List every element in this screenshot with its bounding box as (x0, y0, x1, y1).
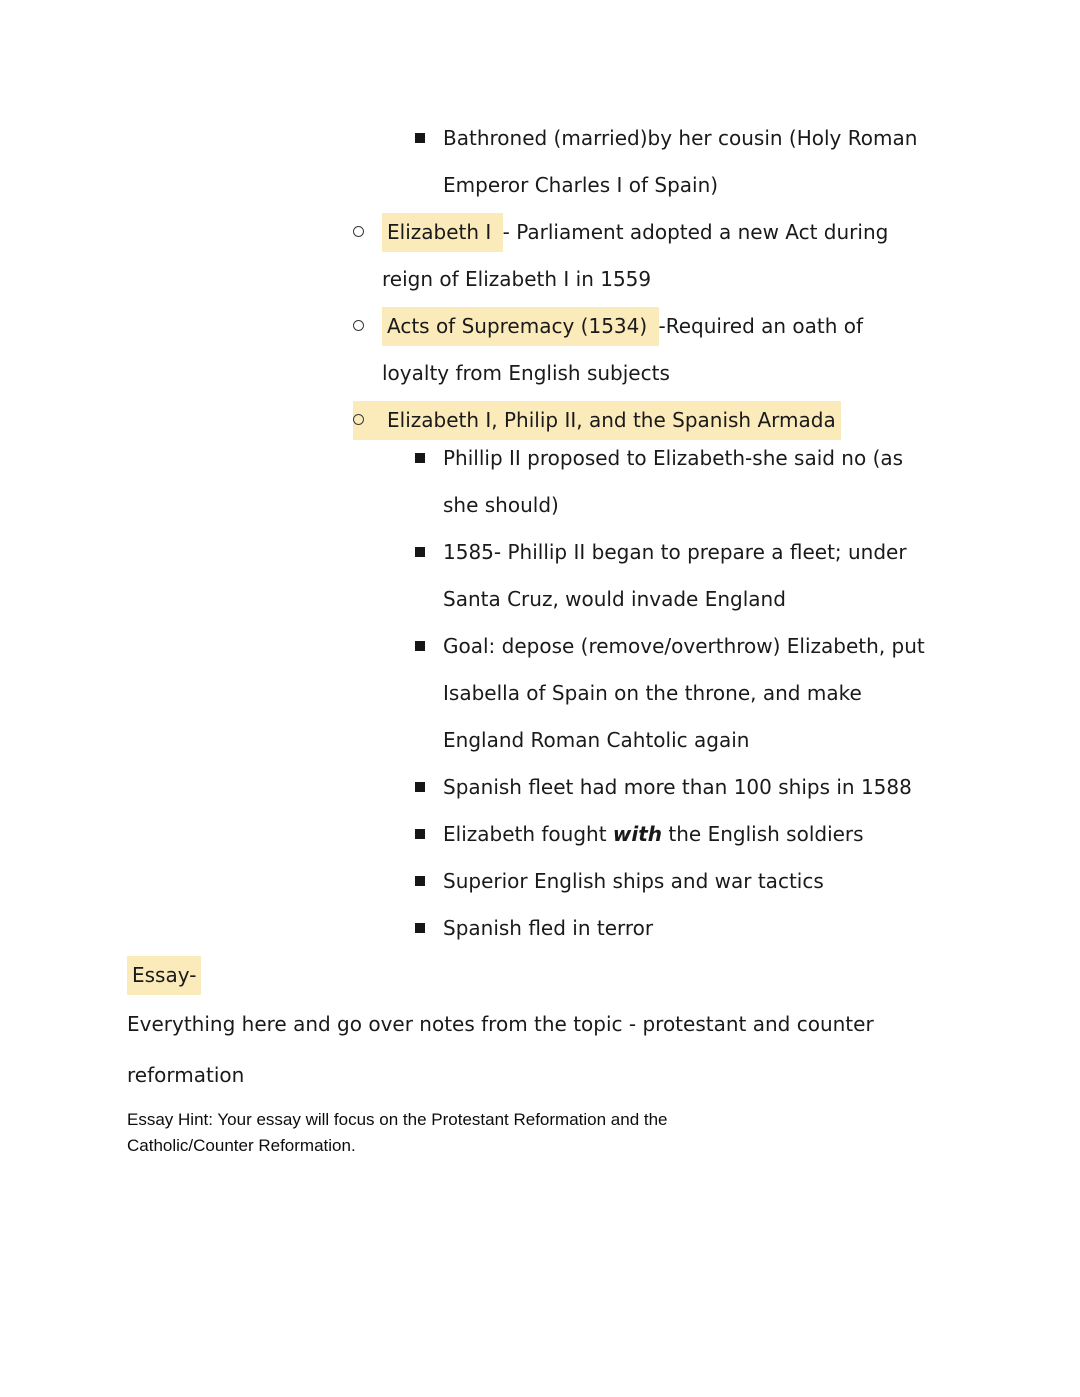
text-segment: Goal: depose (remove/overthrow) Elizabeth, put (443, 634, 925, 658)
square-bullet-icon (415, 634, 443, 658)
bullet-item (127, 529, 970, 623)
text-segment: -Required an oath of (658, 314, 864, 338)
circle-bullet-icon (353, 401, 382, 440)
text-segment: reformation (127, 1063, 245, 1087)
text-segment: 1585- Phillip II began to prepare a fleet; under (443, 540, 907, 564)
highlighted-text: Essay- (127, 956, 201, 995)
text-line (127, 162, 970, 209)
text-line (127, 435, 970, 482)
square-bullet-glyph (415, 782, 425, 792)
text-line (127, 811, 970, 858)
text-segment: she should) (443, 493, 559, 517)
text-segment: Essay Hint: Your essay will focus on the Protestant Reformation and the (127, 1110, 668, 1129)
highlighted-text: Elizabeth I (382, 213, 503, 252)
document-body (127, 115, 970, 1159)
bullet-item (127, 811, 970, 858)
highlighted-text: Elizabeth I, Philip II, and the Spanish Armada (382, 401, 841, 440)
text-segment: Catholic/Counter Reformation. (127, 1136, 356, 1155)
text-line (127, 858, 970, 905)
text-segment: Elizabeth fought (443, 822, 613, 846)
square-bullet-glyph (415, 641, 425, 651)
bullet-item (127, 858, 970, 905)
text-line (127, 670, 970, 717)
bullet-item (127, 303, 970, 397)
text-segment: loyalty from English subjects (382, 361, 670, 385)
text-line (127, 529, 970, 576)
circle-bullet-icon (353, 314, 382, 338)
text-segment: Phillip II proposed to Elizabeth-she said no (as (443, 446, 904, 470)
bullet-item (127, 115, 970, 209)
text-line (127, 623, 970, 670)
square-bullet-icon (415, 126, 443, 150)
text-line (127, 717, 970, 764)
square-bullet-glyph (415, 133, 425, 143)
bullet-item (127, 435, 970, 529)
square-bullet-glyph (415, 453, 425, 463)
square-bullet-glyph (415, 876, 425, 886)
bullet-item (127, 905, 970, 952)
text-segment: England Roman Cahtolic again (443, 728, 750, 752)
square-bullet-icon (415, 869, 443, 893)
text-line (127, 999, 970, 1050)
square-bullet-icon (415, 916, 443, 940)
square-bullet-glyph (415, 829, 425, 839)
text-segment: with (612, 822, 663, 846)
text-line (127, 1050, 970, 1101)
text-segment: Bathroned (married)by her cousin (Holy Roman (443, 126, 918, 150)
text-line (127, 115, 970, 162)
text-line (127, 350, 970, 397)
bullet-item (127, 764, 970, 811)
text-line (127, 256, 970, 303)
text-segment: Spanish fleet had more than 100 ships in 1588 (443, 775, 912, 799)
text-line (127, 905, 970, 952)
text-segment: Isabella of Spain on the throne, and make (443, 681, 862, 705)
square-bullet-icon (415, 775, 443, 799)
square-bullet-icon (415, 446, 443, 470)
circle-bullet-glyph (353, 414, 364, 425)
text-segment: - Parliament adopted a new Act during (502, 220, 889, 244)
text-segment: Santa Cruz, would invade England (443, 587, 786, 611)
circle-bullet-glyph (353, 226, 364, 237)
square-bullet-glyph (415, 547, 425, 557)
text-segment: Emperor Charles I of Spain) (443, 173, 719, 197)
text-segment: Superior English ships and war tactics (443, 869, 824, 893)
text-segment: Everything here and go over notes from the topic - protestant and counter (127, 1012, 874, 1036)
text-line (127, 764, 970, 811)
highlighted-text: Acts of Supremacy (1534) (382, 307, 659, 346)
text-line (127, 1107, 970, 1133)
text-line (127, 576, 970, 623)
square-bullet-icon (415, 822, 443, 846)
text-line (127, 209, 970, 256)
text-segment: reign of Elizabeth I in 1559 (382, 267, 652, 291)
paragraph (127, 952, 970, 999)
bullet-item (127, 623, 970, 764)
text-line (127, 482, 970, 529)
circle-bullet-icon (353, 220, 382, 244)
bullet-item (127, 209, 970, 303)
square-bullet-icon (415, 540, 443, 564)
text-segment: Spanish fled in terror (443, 916, 654, 940)
paragraph (127, 1107, 970, 1159)
text-line (127, 952, 970, 999)
paragraph (127, 999, 970, 1101)
text-line (127, 303, 970, 350)
text-line (127, 1133, 970, 1159)
circle-bullet-glyph (353, 320, 364, 331)
text-segment: the English soldiers (662, 822, 864, 846)
square-bullet-glyph (415, 923, 425, 933)
